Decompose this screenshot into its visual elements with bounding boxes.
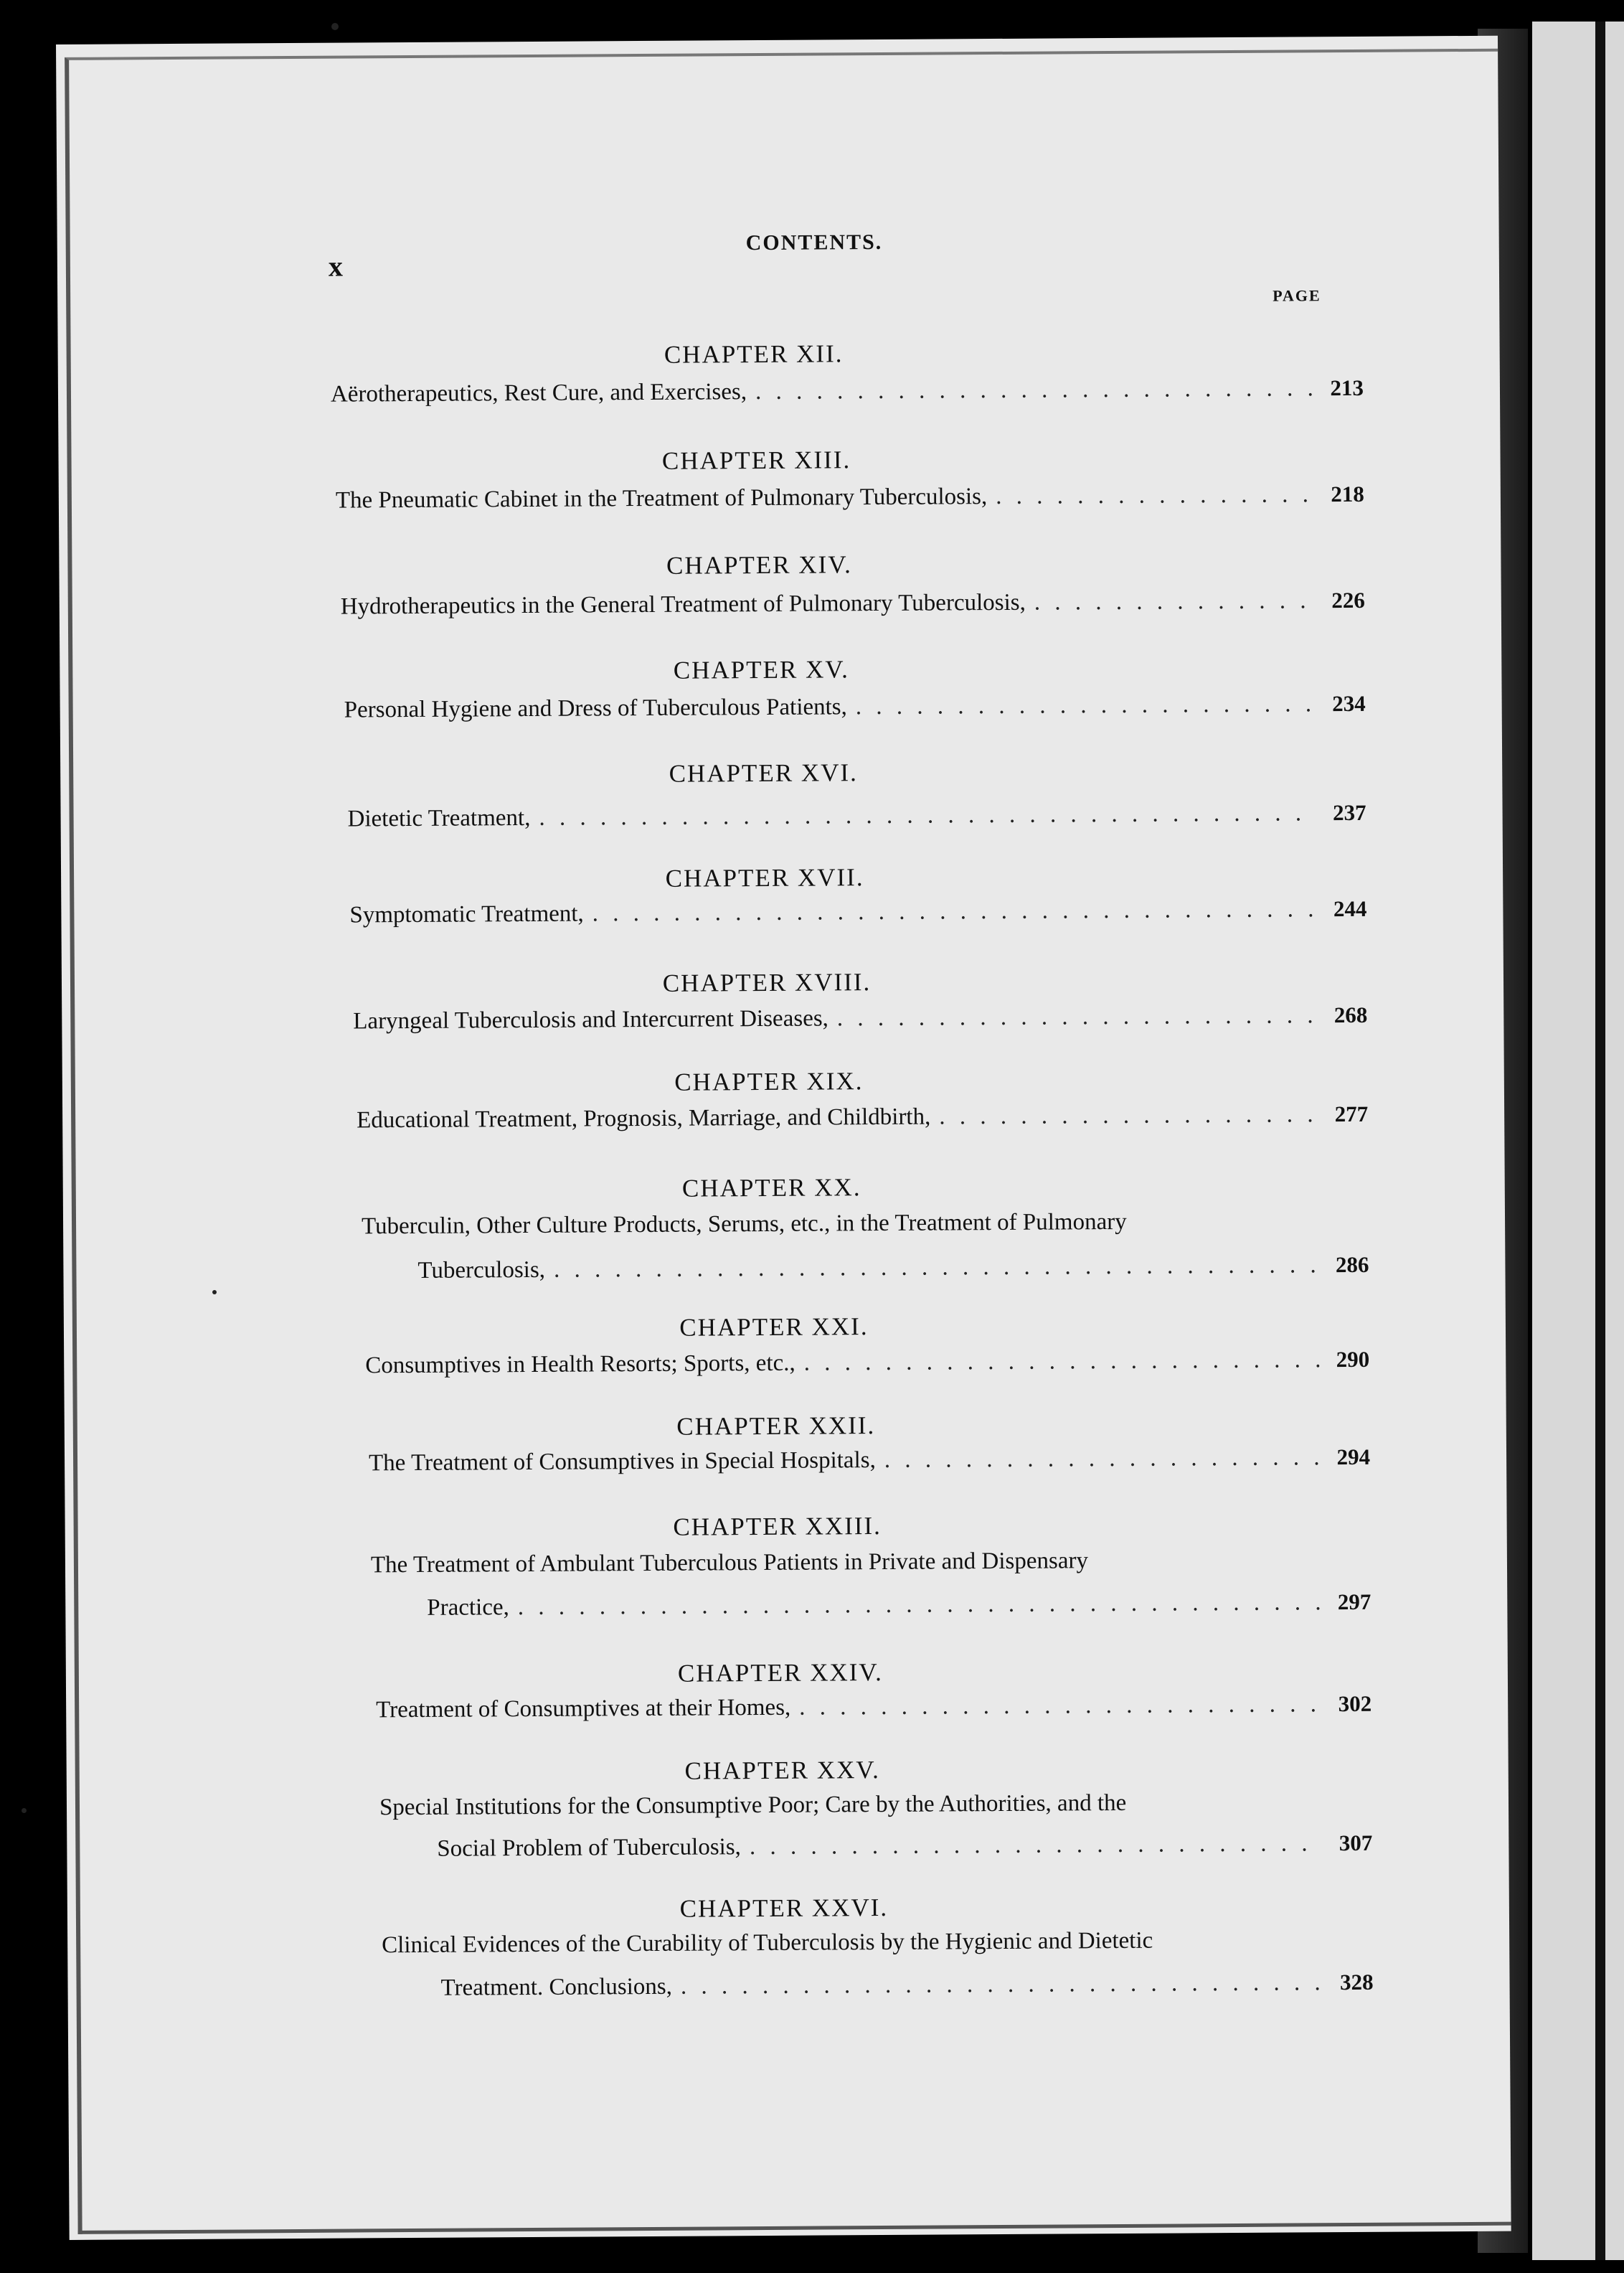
toc-entry-line — [344, 691, 1366, 724]
chapter-heading: CHAPTER XXV. — [684, 1756, 880, 1785]
book-page — [56, 36, 1511, 2240]
toc-page-number: 226 — [1331, 587, 1365, 613]
toc-entry-line — [417, 1252, 1369, 1284]
toc-entry-title: Social Problem of Tuberculosis, — [437, 1834, 741, 1862]
chapter-heading: CHAPTER XIX. — [674, 1067, 864, 1096]
toc-page-number: 213 — [1330, 375, 1364, 401]
chapter-heading: CHAPTER XXIV. — [677, 1658, 883, 1688]
chapter-heading: CHAPTER XXI. — [679, 1312, 869, 1342]
toc-entry-line — [369, 1444, 1370, 1477]
toc-entry-title: Treatment of Consumptives at their Homes, — [376, 1694, 791, 1723]
chapter-heading: CHAPTER XV. — [673, 655, 849, 684]
toc-entry-title: Special Institutions for the Consumptive Poor; Care by the Authorities, and the — [379, 1789, 1127, 1821]
toc-entry-line — [376, 1691, 1372, 1723]
toc-entry-title: The Treatment of Consumptives in Special Hospitals, — [368, 1447, 876, 1477]
chapter-heading: CHAPTER XIII. — [661, 446, 851, 475]
dot-leader — [518, 1589, 1321, 1621]
toc-page-number: 244 — [1333, 895, 1367, 922]
chapter-heading: CHAPTER XX. — [681, 1173, 861, 1203]
toc-page-number: 294 — [1336, 1444, 1371, 1470]
dot-leader — [554, 1252, 1319, 1284]
toc-entry-line — [336, 481, 1364, 514]
dot-leader — [884, 1444, 1321, 1474]
toc-entry-line — [357, 1101, 1368, 1134]
dot-leader — [681, 1970, 1323, 2000]
toc-entry-line — [427, 1589, 1371, 1622]
toc-entry-title: The Treatment of Ambulant Tuberculous Patients in Private and Dispensary — [370, 1548, 1089, 1578]
dot-leader — [856, 691, 1316, 720]
toc-entry-title: The Pneumatic Cabinet in the Treatment of Pulmonary Tuberculosis, — [335, 484, 988, 514]
toc-entry-title: Tuberculin, Other Culture Products, Serums, etc., in the Treatment of Pulmonary — [361, 1208, 1127, 1240]
dot-leader — [750, 1830, 1323, 1860]
toc-entry-title: Hydrotherapeutics in the General Treatment of Pulmonary Tuberculosis, — [340, 589, 1026, 620]
toc-entry-line — [341, 588, 1365, 621]
chapter-heading: CHAPTER XVIII. — [662, 968, 872, 997]
dust-speck — [22, 1808, 27, 1813]
toc-page-number: 286 — [1335, 1251, 1369, 1278]
toc-page-number: 237 — [1332, 799, 1366, 826]
dot-leader — [804, 1347, 1320, 1376]
toc-entry-line — [440, 1970, 1373, 2002]
dot-leader — [996, 481, 1314, 510]
toc-page-number: 234 — [1332, 690, 1366, 717]
dust-speck — [331, 23, 339, 30]
chapter-heading: CHAPTER XII. — [664, 339, 844, 369]
toc-entry-title: Practice, — [427, 1594, 509, 1621]
chapter-heading: CHAPTER XIV. — [666, 550, 852, 580]
toc-entry-line — [347, 800, 1366, 833]
toc-entry-title: Personal Hygiene and Dress of Tuberculous Patients, — [344, 694, 847, 723]
toc-page-number: 268 — [1333, 1002, 1368, 1028]
dot-leader — [1034, 588, 1315, 616]
page-number: x — [328, 250, 344, 283]
toc-entry-title: Educational Treatment, Prognosis, Marriage, and Childbirth, — [357, 1103, 931, 1134]
toc-entry-title: Symptomatic Treatment, — [349, 900, 584, 928]
chapter-heading: CHAPTER XXVI. — [679, 1893, 889, 1923]
chapter-heading: CHAPTER XXII. — [676, 1411, 876, 1441]
toc-entry-line — [353, 1002, 1367, 1035]
running-head: CONTENTS. — [745, 230, 883, 255]
dot-leader — [755, 375, 1313, 405]
dust-speck — [212, 1290, 217, 1294]
facing-page-edge — [1532, 22, 1624, 2260]
toc-entry-title: Clinical Evidences of the Curability of Tuberculosis by the Hygienic and Dietetic — [382, 1927, 1153, 1959]
toc-entry-title: Treatment. Conclusions, — [440, 1973, 673, 2001]
toc-entry-line — [349, 896, 1366, 929]
toc-entry-title: Consumptives in Health Resorts; Sports, etc., — [365, 1350, 796, 1379]
toc-page-number: 290 — [1336, 1346, 1370, 1373]
chapter-heading: CHAPTER XVII. — [665, 863, 864, 893]
dot-leader — [539, 800, 1316, 832]
chapter-heading: CHAPTER XVI. — [669, 758, 858, 788]
toc-entry-title: Laryngeal Tuberculosis and Intercurrent Diseases, — [353, 1005, 828, 1035]
dot-leader — [939, 1101, 1318, 1130]
toc-page-number: 297 — [1337, 1589, 1372, 1615]
toc-entry-line — [365, 1347, 1369, 1380]
facing-page-gutter — [1595, 22, 1605, 2260]
page-column-label: PAGE — [1273, 286, 1321, 305]
toc-page-number: 302 — [1338, 1690, 1372, 1717]
dot-leader — [837, 1002, 1318, 1032]
toc-entry-title: Tuberculosis, — [417, 1256, 546, 1284]
toc-entry-line — [437, 1830, 1372, 1863]
toc-entry-line — [331, 375, 1364, 408]
dot-leader — [593, 896, 1317, 927]
toc-entry-title: Dietetic Treatment, — [347, 804, 531, 832]
chapter-heading: CHAPTER XXIII. — [673, 1512, 882, 1541]
toc-page-number: 307 — [1339, 1830, 1373, 1856]
toc-page-number: 328 — [1339, 1969, 1374, 1995]
toc-entry-title: Aërotherapeutics, Rest Cure, and Exercises, — [330, 379, 747, 408]
contents-page — [56, 36, 1511, 2240]
toc-page-number: 218 — [1331, 481, 1364, 507]
dot-leader — [799, 1691, 1321, 1721]
toc-page-number: 277 — [1334, 1101, 1369, 1127]
